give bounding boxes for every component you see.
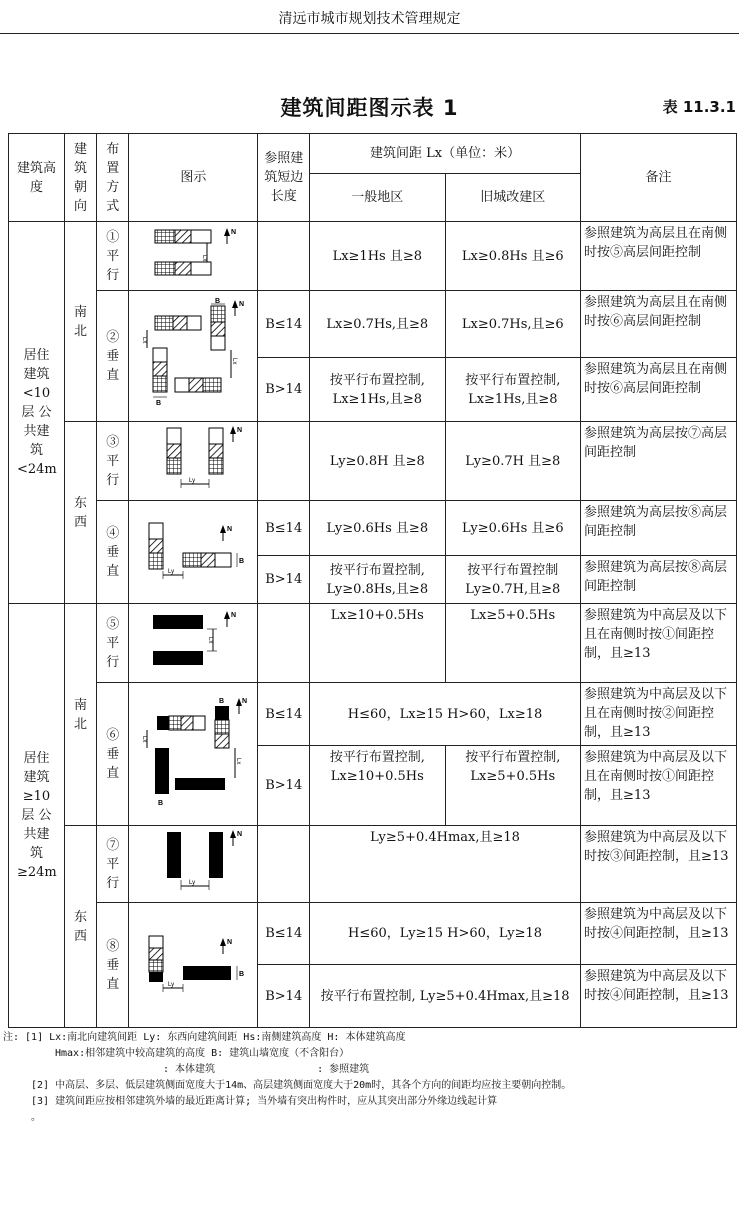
note-3: 参照建筑为高层且在南侧时按⑥高层间距控制: [581, 358, 737, 422]
table-title: 建筑间距图示表 1: [280, 96, 459, 120]
old-3: 按平行布置控制, Lx≥1Hs,且≥8: [445, 358, 581, 422]
diagram-11: [129, 903, 258, 1028]
layout-1: ①平行: [97, 222, 129, 291]
svg-text:B: B: [215, 298, 221, 305]
old-7: Lx≥5+0.5Hs: [445, 604, 581, 683]
orient-ew-1: 东西: [64, 422, 96, 604]
note-7: 参照建筑为中高层及以下且在南侧时按①间距控制，且≥13: [581, 604, 737, 683]
diagram-8: [129, 683, 258, 826]
svg-text:N: N: [239, 301, 245, 308]
note-10: 参照建筑为中高层及以下时按③间距控制，且≥13: [581, 826, 737, 903]
col-height: 建筑高度: [9, 134, 65, 222]
layout-11: ⑧垂直: [97, 903, 129, 1028]
footnote-2: [2] 中高层、多层、低层建筑侧面宽度大于14m、高层建筑侧面宽度大于20m时，其各个方向的间距均应按主要朝向控制。: [31, 1080, 572, 1091]
diagram-1: [129, 222, 258, 291]
old-6: 按平行布置控制 Ly≥0.7H,且≥8: [445, 556, 581, 604]
diagram-10: [129, 826, 258, 903]
layout-10: ⑦平行: [97, 826, 129, 903]
footnote-1: 注: [1] Lx:南北向建筑间距 Ly: 东西向建筑间距 Hs:南侧建筑高度 H: 本体建筑高度: [3, 1032, 406, 1043]
header-text: 清远市城市规划技术管理规定: [278, 11, 461, 27]
svg-text:Ly: Ly: [168, 569, 175, 575]
diagram-parallel-ns-high: [137, 607, 249, 673]
diagram-parallel-ew: [137, 424, 249, 492]
ref-6: B>14: [258, 556, 310, 604]
ref-2: B≤14: [258, 291, 310, 358]
merged-10: Ly≥5+0.4Hmax,且≥18: [310, 826, 581, 903]
table-number: 表 11.3.1: [662, 98, 736, 116]
diagram-perpendicular-ew-high: [137, 922, 249, 1002]
orient-ew-2: 东西: [64, 826, 96, 1028]
merged-12: 按平行布置控制, Ly≥5+0.4Hmax,且≥18: [310, 965, 581, 1028]
diagram-parallel-ew-high: [137, 828, 249, 894]
orient-ns-2: 南北: [64, 604, 96, 826]
col-general: 一般地区: [310, 174, 445, 222]
note-12: 参照建筑为中高层及以下时按④间距控制，且≥13: [581, 965, 737, 1028]
note-6: 参照建筑为高层按⑧高层间距控制: [581, 556, 737, 604]
svg-text:N: N: [227, 526, 233, 533]
general-1: Lx≥1Hs 且≥8: [310, 222, 445, 291]
old-2: Lx≥0.7Hs,且≥6: [445, 291, 581, 358]
ref-5: B≤14: [258, 501, 310, 556]
svg-text:Ly: Ly: [189, 478, 196, 484]
svg-text:Ly: Ly: [189, 880, 196, 886]
svg-text:B: B: [219, 698, 225, 705]
old-4: Ly≥0.7H 且≥8: [445, 422, 581, 501]
col-orient: 建筑朝向: [64, 134, 96, 222]
footnotes: [3, 1030, 737, 1126]
layout-2: ②垂直: [97, 291, 129, 422]
svg-text:Lx: Lx: [235, 758, 242, 765]
general-2: Lx≥0.7Hs,且≥8: [310, 291, 445, 358]
spacing-table: [8, 133, 737, 1028]
old-1: Lx≥0.8Hs 且≥6: [445, 222, 581, 291]
diagram-2: [129, 291, 258, 422]
diagram-7: [129, 604, 258, 683]
diagram-perpendicular-ew: [137, 509, 249, 589]
svg-text:Lx: Lx: [201, 255, 208, 262]
svg-text:Lx: Lx: [207, 637, 214, 644]
orient-ns-1: 南北: [64, 222, 96, 422]
ref-8: B≤14: [258, 683, 310, 746]
svg-text:N: N: [237, 427, 243, 434]
layout-5: ④垂直: [97, 501, 129, 604]
note-4: 参照建筑为高层按⑦高层间距控制: [581, 422, 737, 501]
merged-11: H≤60，Ly≥15 H>60，Ly≥18: [310, 903, 581, 965]
layout-7: ⑤平行: [97, 604, 129, 683]
old-9: 按平行布置控制, Lx≥5+0.5Hs: [445, 746, 581, 826]
note-1: 参照建筑为高层且在南侧时按⑤高层间距控制: [581, 222, 737, 291]
svg-text:B: B: [239, 558, 245, 565]
svg-text:Lx: Lx: [141, 736, 148, 743]
note-8: 参照建筑为中高层及以下且在南侧时按②间距控制，且≥13: [581, 683, 737, 746]
diagram-4: [129, 422, 258, 501]
ref-7: [258, 604, 310, 683]
general-6: 按平行布置控制, Ly≥0.8Hs,且≥8: [310, 556, 445, 604]
diagram-perpendicular-ns-high: [137, 692, 249, 810]
ref-4: [258, 422, 310, 501]
svg-text:B: B: [239, 971, 245, 978]
general-3: 按平行布置控制, Lx≥1Hs,且≥8: [310, 358, 445, 422]
ref-9: B>14: [258, 746, 310, 826]
diagram-perpendicular-ns: [137, 294, 249, 412]
ref-3: B>14: [258, 358, 310, 422]
svg-text:B: B: [156, 400, 162, 407]
note-2: 参照建筑为高层且在南侧时按⑥高层间距控制: [581, 291, 737, 358]
svg-text:N: N: [237, 831, 243, 838]
col-diagram: 图示: [129, 134, 258, 222]
col-note: 备注: [581, 134, 737, 222]
general-7: Lx≥10+0.5Hs: [310, 604, 445, 683]
ref-10: [258, 826, 310, 903]
svg-text:N: N: [227, 939, 233, 946]
diagram-5: [129, 501, 258, 604]
general-4: Ly≥0.8H 且≥8: [310, 422, 445, 501]
note-5: 参照建筑为高层按⑧高层间距控制: [581, 501, 737, 556]
layout-4: ③平行: [97, 422, 129, 501]
footnote-legend: [3, 1062, 737, 1078]
legend-self: : 本体建筑: [163, 1064, 216, 1075]
old-5: Ly≥0.6Hs 且≥6: [445, 501, 581, 556]
svg-text:Lx: Lx: [231, 358, 238, 365]
note-11: 参照建筑为中高层及以下时按④间距控制，且≥13: [581, 903, 737, 965]
page-header: [0, 0, 739, 34]
merged-8: H≤60，Lx≥15 H>60，Lx≥18: [310, 683, 581, 746]
ref-11: B≤14: [258, 903, 310, 965]
height-group-2: 居住建筑≥10层 公共建筑≥24m: [9, 604, 65, 1028]
col-ref: 参照建筑短边长度: [258, 134, 310, 222]
footnote-1b: Hmax:相邻建筑中较高建筑的高度 B: 建筑山墙宽度（不含阳台）: [55, 1048, 350, 1059]
general-9: 按平行布置控制, Lx≥10+0.5Hs: [310, 746, 445, 826]
general-5: Ly≥0.6Hs 且≥8: [310, 501, 445, 556]
diagram-parallel-ns: [137, 224, 249, 282]
svg-text:N: N: [231, 229, 237, 236]
col-old: 旧城改建区: [445, 174, 581, 222]
ref-12: B>14: [258, 965, 310, 1028]
ref-1: [258, 222, 310, 291]
layout-8: ⑥垂直: [97, 683, 129, 826]
legend-ref: : 参照建筑: [317, 1064, 370, 1075]
footnote-3: [3] 建筑间距应按相邻建筑外墙的最近距离计算; 当外墙有突出构件时，应从其突出部分外缘边线起计算: [31, 1096, 498, 1107]
svg-text:N: N: [231, 612, 237, 619]
col-layout: 布置方式: [97, 134, 129, 222]
col-lx: 建筑间距 Lx（单位：米）: [310, 134, 581, 174]
svg-text:B: B: [158, 800, 164, 807]
note-9: 参照建筑为中高层及以下且在南侧时按①间距控制，且≥13: [581, 746, 737, 826]
svg-text:Ly: Ly: [168, 982, 175, 988]
svg-text:N: N: [242, 698, 248, 705]
height-group-1: 居住建筑<10层 公共建筑<24m: [9, 222, 65, 604]
svg-text:Lx: Lx: [141, 337, 148, 344]
footnote-end: 。: [31, 1112, 41, 1123]
